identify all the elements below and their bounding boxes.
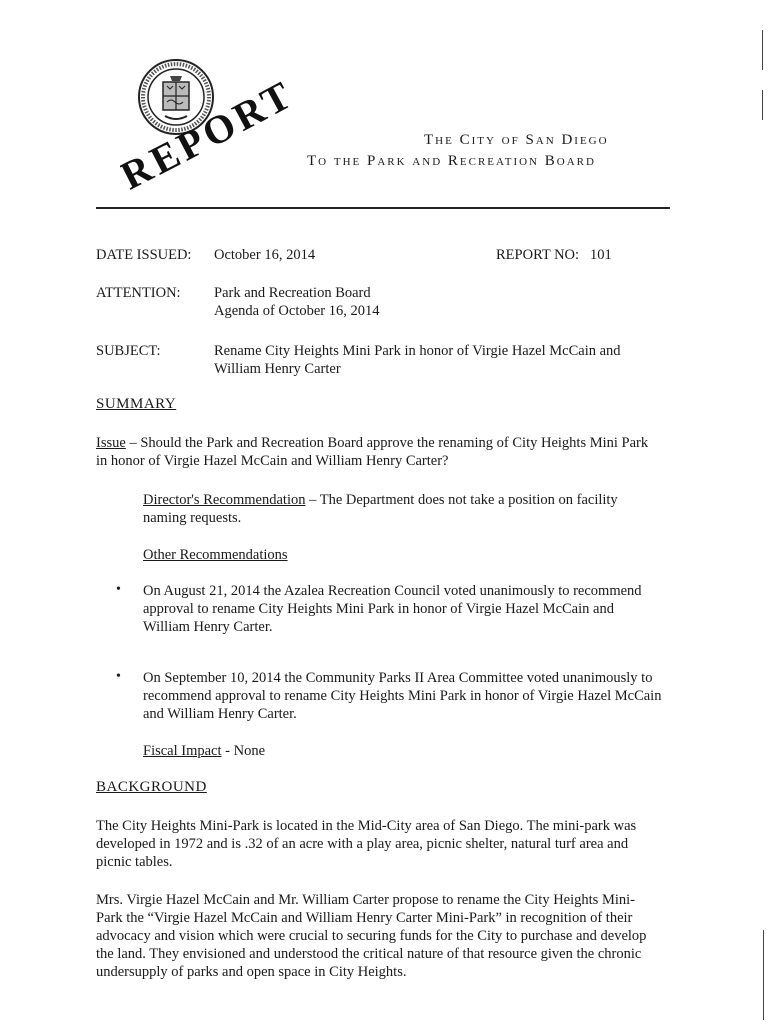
- director-line2: naming requests.: [143, 510, 242, 526]
- date-issued-label: DATE ISSUED:: [96, 247, 192, 263]
- bullet1-line2: approval to rename City Heights Mini Park in honor of Virgie Hazel McCain and: [143, 601, 614, 617]
- summary-heading: SUMMARY: [96, 396, 177, 412]
- issue-line2: in honor of Virgie Hazel McCain and William Henry Carter?: [96, 453, 449, 469]
- issue-text: – Should the Park and Recreation Board approve the renaming of City Heights Mini Park: [125, 435, 649, 451]
- bg-p1-line3: picnic tables.: [96, 854, 173, 870]
- report-no-value: 101: [590, 247, 612, 263]
- bullet2-line3: and William Henry Carter.: [143, 706, 297, 722]
- bullet-icon: •: [116, 582, 121, 597]
- scan-edge-mark: [762, 30, 763, 70]
- bg-p2-line5: undersupply of parks and open space in City Heights.: [96, 964, 407, 980]
- fiscal-label: Fiscal Impact: [143, 743, 222, 759]
- subject-line1: Rename City Heights Mini Park in honor of Virgie Hazel McCain and: [214, 343, 621, 359]
- attention-line2: Agenda of October 16, 2014: [214, 303, 380, 319]
- scan-edge-mark: [763, 930, 764, 1020]
- bullet1-line3: William Henry Carter.: [143, 619, 273, 635]
- issue-line1: [96, 434, 648, 452]
- report-stamp: [120, 80, 330, 200]
- org-name-line2: To the Park and Recreation Board: [307, 153, 596, 169]
- attention-label: ATTENTION:: [96, 285, 181, 301]
- bg-p2-line1: Mrs. Virgie Hazel McCain and Mr. William Carter propose to rename the City Heights Mini-: [96, 892, 635, 908]
- report-no-label: REPORT NO:: [496, 247, 580, 263]
- header-divider: [96, 207, 670, 209]
- bullet2-line2: recommend approval to rename City Heights Mini Park in honor of Virgie Hazel McCain: [143, 688, 662, 704]
- org-name-line1: The City of San Diego: [424, 132, 609, 148]
- bg-p1-line2: developed in 1972 and is .32 of an acre with a play area, picnic shelter, natural turf area and: [96, 836, 629, 852]
- background-heading: BACKGROUND: [96, 779, 207, 795]
- attention-line1: Park and Recreation Board: [214, 285, 371, 301]
- fiscal-text: - None: [221, 743, 266, 759]
- other-recommendations-label: Other Recommendations: [143, 547, 288, 563]
- date-issued-value: October 16, 2014: [214, 247, 316, 263]
- director-line1: [143, 491, 618, 509]
- fiscal-impact: [143, 742, 265, 760]
- scan-edge-mark: [762, 90, 763, 120]
- bg-p2-line2: Park the “Virgie Hazel McCain and William Henry Carter Mini-Park” in recognition of their: [96, 910, 633, 926]
- director-label: Director's Recommendation: [143, 492, 306, 508]
- bullet-icon: •: [116, 669, 121, 684]
- subject-line2: William Henry Carter: [214, 361, 341, 377]
- issue-label: Issue: [96, 435, 126, 451]
- bg-p2-line4: the land. They envisioned and understood the critical nature of that resource given the chronic: [96, 946, 642, 962]
- bullet1-line1: On August 21, 2014 the Azalea Recreation Council voted unanimously to recommend: [143, 583, 642, 599]
- report-stamp-text: EPORT: [142, 80, 302, 184]
- bg-p2-line3: advocacy and vision which were crucial to securing funds for the City to purchase and develop: [96, 928, 647, 944]
- director-text: – The Department does not take a position on facility: [305, 492, 618, 508]
- bg-p1-line1: The City Heights Mini-Park is located in the Mid-City area of San Diego. The mini-park was: [96, 818, 637, 834]
- bullet2-line1: On September 10, 2014 the Community Parks II Area Committee voted unanimously to: [143, 670, 653, 686]
- subject-label: SUBJECT:: [96, 343, 161, 359]
